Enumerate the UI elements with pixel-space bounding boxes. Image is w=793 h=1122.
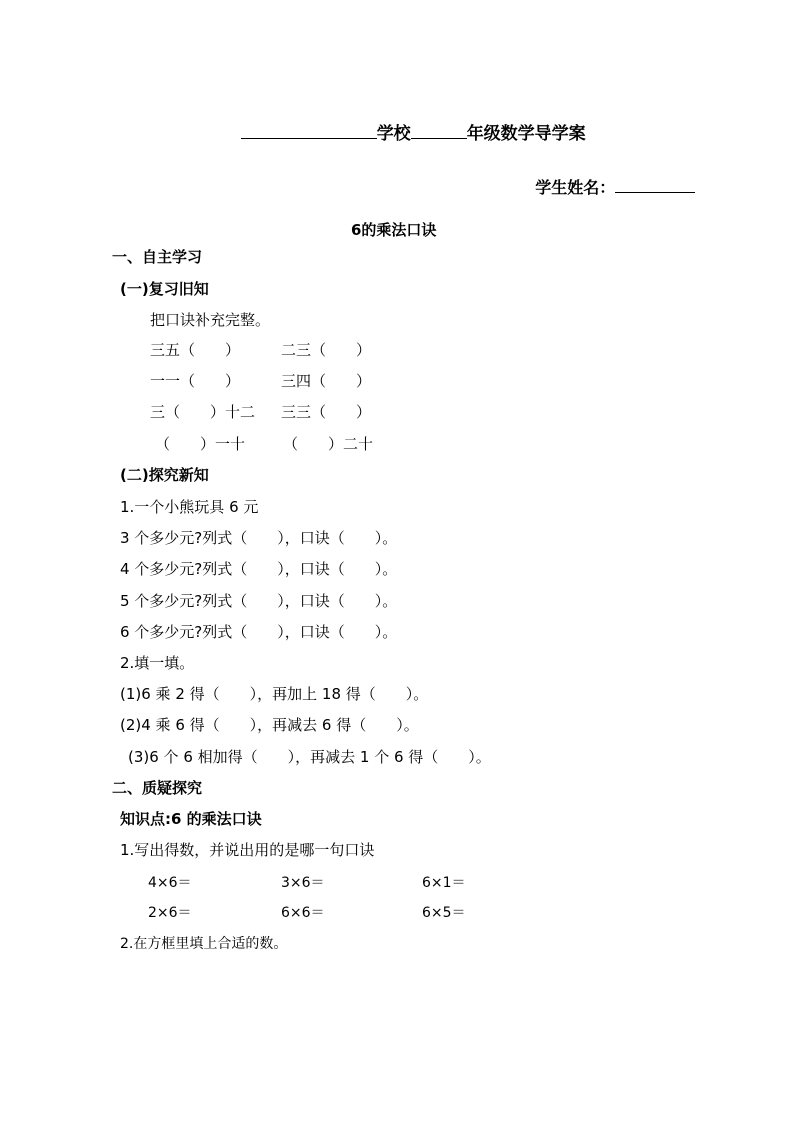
part2-q1: 1.一个小熊玩具 6 元 <box>120 498 259 516</box>
recall-row-3-left: 三（ ）十二 <box>150 403 256 421</box>
part2-q2: 2.填一填。 <box>120 654 195 672</box>
section2-q2: 2.在方框里填上合适的数。 <box>120 936 288 952</box>
section2-q1: 1.写出得数，并说出用的是哪一句口诀 <box>120 841 375 859</box>
recall-row-4-left: （ ）一十 <box>155 435 246 453</box>
grade-title: 年级数学导学案 <box>466 124 586 144</box>
calc-1-1: 4×6＝ <box>148 875 192 891</box>
calc-2-1: 2×6＝ <box>148 905 192 921</box>
calc-2-2: 6×6＝ <box>281 905 325 921</box>
q1-item-2: 4 个多少元?列式（ ），口诀（ ）。 <box>120 560 398 578</box>
student-name-line <box>513 156 695 218</box>
part2-heading: (二)探究新知 <box>120 466 209 484</box>
recall-row-4-right: （ ）二十 <box>283 435 374 453</box>
q1-item-4: 6 个多少元?列式（ ），口诀（ ）。 <box>120 623 398 641</box>
calc-1-3: 6×1＝ <box>422 875 466 891</box>
knowledge-point: 知识点:6 的乘法口诀 <box>120 810 262 828</box>
q1-item-3: 5 个多少元?列式（ ），口诀（ ）。 <box>120 592 398 610</box>
part1-instruction: 把口诀补充完整。 <box>150 311 271 329</box>
student-name-blank[interactable] <box>615 176 695 193</box>
school-blank[interactable] <box>241 122 377 139</box>
student-name-label: 学生姓名： <box>535 178 616 197</box>
calc-1-2: 3×6＝ <box>281 875 325 891</box>
recall-row-1-left: 三五（ ） <box>150 341 241 359</box>
recall-row-2-right: 三四（ ） <box>281 372 372 390</box>
lesson-title: 6的乘法口诀 <box>351 221 437 239</box>
worksheet-header <box>217 102 586 164</box>
q2-item-1: (1)6 乘 2 得（ ），再加上 18 得（ ）。 <box>120 685 429 703</box>
recall-row-3-right: 三三（ ） <box>281 403 372 421</box>
recall-row-1-right: 二三（ ） <box>281 341 372 359</box>
q2-item-2: (2)4 乘 6 得（ ），再减去 6 得（ ）。 <box>120 716 419 734</box>
q1-item-1: 3 个多少元?列式（ ），口诀（ ）。 <box>120 529 398 547</box>
q2-item-3: (3)6 个 6 相加得（ ），再减去 1 个 6 得（ ）。 <box>128 748 491 766</box>
recall-row-2-left: 一一（ ） <box>150 372 241 390</box>
part1-heading: (一)复习旧知 <box>120 280 209 298</box>
grade-blank[interactable] <box>411 122 467 139</box>
section1-heading: 一、自主学习 <box>112 248 203 266</box>
school-label: 学校 <box>376 124 411 144</box>
section2-heading: 二、质疑探究 <box>112 779 203 797</box>
calc-2-3: 6×5＝ <box>422 905 466 921</box>
